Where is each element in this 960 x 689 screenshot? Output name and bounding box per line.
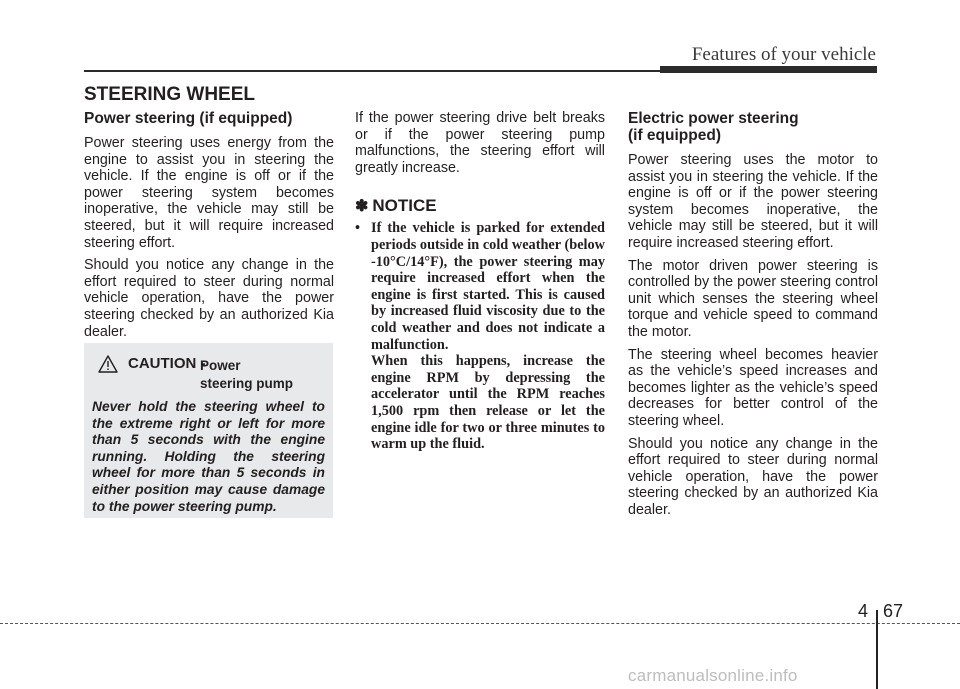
caution-label: CAUTION -: [128, 355, 206, 372]
footer-divider: [876, 610, 878, 689]
power-steering-paragraph-2: Should you notice any change in the effort required to steer during normal vehicle operation, have the power steering checked by an authorized Kia dealer.: [84, 257, 334, 340]
page-number: 67: [883, 601, 904, 621]
column-belt-notice: [355, 110, 605, 453]
notice-title: [355, 196, 605, 216]
column-power-steering: [84, 110, 334, 346]
notice-text-2: When this happens, increase the engine RPM by depressing the accelerator until the RPM reaches 1,500 rpm then release or let the engine idle for two or three minutes to warm up the fluid.: [371, 353, 605, 453]
chapter-title: Features of your vehicle: [691, 44, 876, 65]
caution-box: [84, 343, 333, 518]
electric-steering-paragraph-2: The motor driven power steering is controlled by the power steering control unit which senses the steering wheel torque and vehicle speed to command the motor.: [628, 257, 878, 340]
power-steering-paragraph-1: Power steering uses energy from the engine to assist you in steering the vehicle. If the engine is off or if the power steering system becomes inoperative, the vehicle may still be steered, but it will require increased steering effort.: [84, 135, 334, 251]
caution-subject: [200, 357, 293, 393]
warning-triangle-icon: [98, 355, 118, 373]
chapter-number: 4: [858, 601, 869, 621]
notice-label: NOTICE: [372, 196, 437, 216]
notice-item: [355, 220, 605, 452]
section-title: STEERING WHEEL: [84, 84, 256, 105]
bullet-icon: •: [355, 220, 361, 237]
electric-steering-heading: [628, 110, 878, 144]
caution-subject-line-1: Power: [200, 358, 241, 373]
column-electric-power-steering: [628, 110, 878, 524]
footer-rule: [0, 623, 960, 624]
electric-steering-paragraph-1: Power steering uses the motor to assist you in steering the vehicle. If the engine is off or if the power steering system becomes inoperative, the vehicle may still be steered, but it will require increased steering effort.: [628, 152, 878, 251]
caution-text: Never hold the steering wheel to the extreme right or left for more than 5 seconds with the engine running. Holding the steering wheel for more than 5 seconds in either position may cause damage to the power steering pump.: [92, 399, 325, 514]
electric-steering-heading-line-1: Electric power steering: [628, 110, 799, 127]
notice-text-1: If the vehicle is parked for extended periods outside in cold weather (below -10°C/14°F), the power steering may require increased effort when the engine is first started. This is caused by increased fluid viscosity due to the cold weather and does not indicate a malfunction.: [371, 220, 605, 353]
watermark: carmanualsonline.info: [628, 666, 798, 685]
electric-steering-paragraph-4: Should you notice any change in the effort required to steer during normal vehicle operation, have the power steering checked by an authorized Kia dealer.: [628, 435, 878, 518]
notice-star-icon: ✽: [355, 198, 369, 216]
caution-subject-line-2: steering pump: [200, 376, 294, 391]
belt-paragraph: If the power steering drive belt breaks or if the power steering pump malfunctions, the steering effort will greatly increase.: [355, 110, 605, 176]
electric-steering-heading-line-2: (if equipped): [628, 127, 721, 144]
header-bar: [660, 66, 877, 73]
electric-steering-paragraph-3: The steering wheel becomes heavier as the vehicle’s speed increases and becomes lighter as the vehicle’s speed decreases for better control of the steering wheel.: [628, 346, 878, 429]
caution-header: [92, 355, 325, 399]
power-steering-heading: Power steering (if equipped): [84, 110, 293, 127]
